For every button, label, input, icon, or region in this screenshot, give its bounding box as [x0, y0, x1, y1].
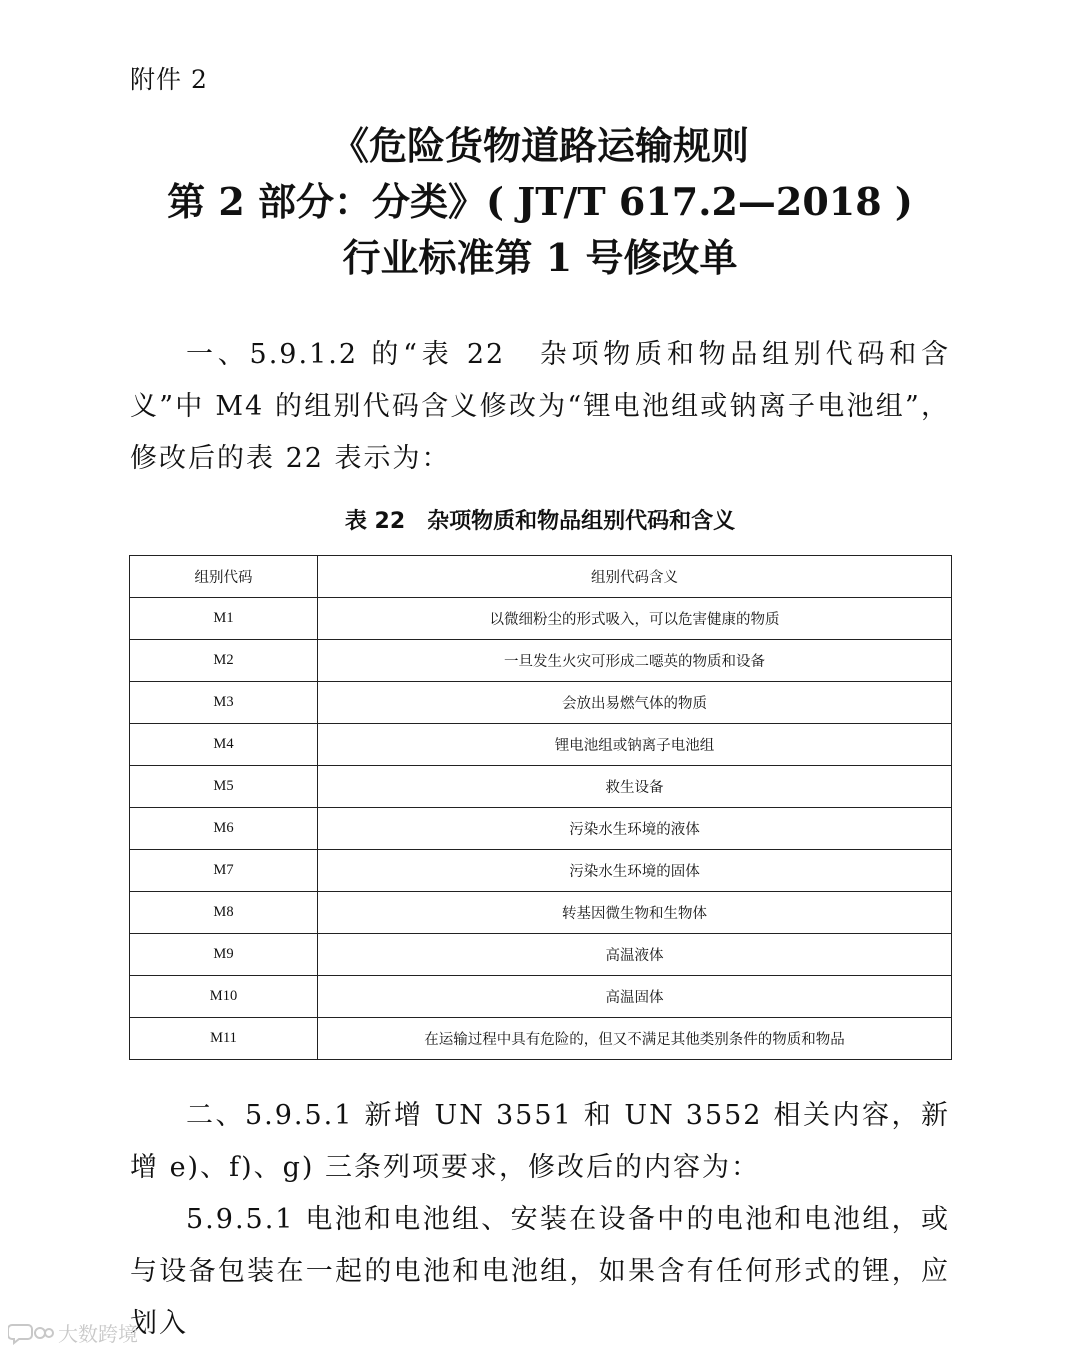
group-code-cell: M5 [130, 766, 318, 808]
table-header-meaning: 组别代码含义 [318, 556, 952, 598]
group-meaning-cell: 以微细粉尘的形式吸入，可以危害健康的物质 [318, 598, 952, 640]
title-line-2: 第 2 部分：分类》( JT/T 617.2—2018 ) [167, 179, 913, 224]
section-2-paragraph: 二、5.9.5.1 新增 UN 3551 和 UN 3552 相关内容，新增 e)、f)、g) 三条列项要求，修改后的内容为： [130, 1100, 950, 1183]
table-row [130, 976, 952, 1018]
group-code-cell: M2 [130, 640, 318, 682]
title-line-1: 《危险货物道路运输规则 [330, 123, 749, 168]
group-meaning-cell: 一旦发生火灾可形成二噁英的物质和设备 [318, 640, 952, 682]
watermark [8, 1318, 138, 1347]
group-meaning-cell: 救生设备 [318, 766, 952, 808]
table-row [130, 766, 952, 808]
attachment-label: 附件 2 [130, 65, 208, 94]
table-row [130, 598, 952, 640]
document-title [0, 118, 1080, 286]
table-row [130, 850, 952, 892]
code-table [129, 555, 952, 1060]
group-code-cell: M10 [130, 976, 318, 1018]
group-meaning-cell: 污染水生环境的液体 [318, 808, 952, 850]
group-code-cell: M7 [130, 850, 318, 892]
group-code-cell: M6 [130, 808, 318, 850]
title-line-3: 行业标准第 1 号修改单 [342, 235, 738, 280]
table-row [130, 682, 952, 724]
section-1-paragraph: 一、5.9.1.2 的“表 22 杂项物质和物品组别代码和含义”中 M4 的组别代码含义修改为“锂电池组或钠离子电池组”，修改后的表 22 表示为： [130, 339, 950, 474]
section-2-detail-paragraph: 5.9.5.1 电池和电池组、安装在设备中的电池和电池组，或与设备包装在一起的电池和电池组，如果含有任何形式的锂，应划入 [130, 1204, 950, 1339]
group-meaning-cell: 高温液体 [318, 934, 952, 976]
table-header-row [130, 556, 952, 598]
table-row [130, 934, 952, 976]
table-row [130, 640, 952, 682]
group-code-cell: M1 [130, 598, 318, 640]
table-row [130, 1018, 952, 1060]
table-row [130, 724, 952, 766]
watermark-text: 大数跨境 [58, 1322, 138, 1346]
group-meaning-cell: 在运输过程中具有危险的，但又不满足其他类别条件的物质和物品 [318, 1018, 952, 1060]
group-code-cell: M4 [130, 724, 318, 766]
group-code-cell: M9 [130, 934, 318, 976]
group-meaning-cell: 污染水生环境的固体 [318, 850, 952, 892]
group-meaning-cell: 会放出易燃气体的物质 [318, 682, 952, 724]
table-row [130, 808, 952, 850]
group-code-cell: M11 [130, 1018, 318, 1060]
table-row [130, 892, 952, 934]
table-header-code: 组别代码 [130, 556, 318, 598]
group-code-cell: M8 [130, 892, 318, 934]
group-meaning-cell: 转基因微生物和生物体 [318, 892, 952, 934]
speech-bubble-logo-icon [8, 1321, 54, 1345]
group-meaning-cell: 锂电池组或钠离子电池组 [318, 724, 952, 766]
group-code-cell: M3 [130, 682, 318, 724]
table-caption: 表 22 杂项物质和物品组别代码和含义 [344, 509, 736, 534]
group-meaning-cell: 高温固体 [318, 976, 952, 1018]
